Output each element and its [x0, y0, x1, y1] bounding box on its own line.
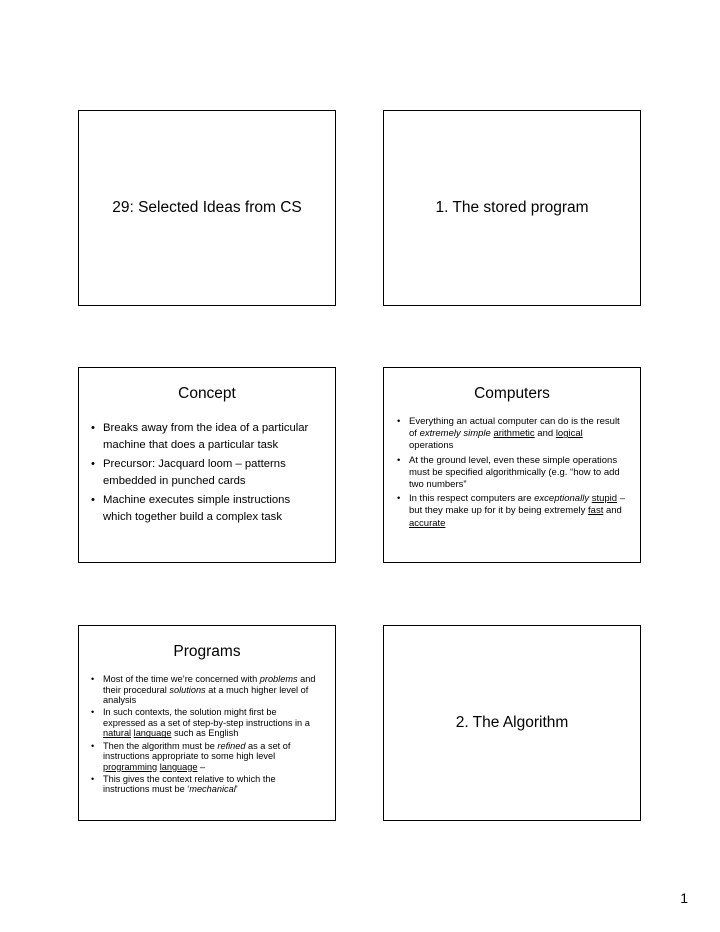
slide-2 [383, 110, 641, 306]
page-number: 1 [680, 890, 688, 906]
list-item: • Precursor: Jacquard loom – patterns embedded in punched cards [103, 456, 317, 490]
list-item: • Most of the time we’re concerned with problems and their procedural solutions at a much higher level of analysis [103, 674, 321, 706]
list-item: • In such contexts, the solution might first be expressed as a set of step-by-step instructions in a natural language such as English [103, 707, 321, 739]
slide-3-bullets [103, 420, 317, 528]
slide-6 [383, 625, 641, 821]
slide-5-bullets [103, 674, 321, 797]
list-item: • Breaks away from the idea of a particular machine that does a particular task [103, 420, 317, 454]
list-item: • This gives the context relative to which the instructions must be ‘mechanical’ [103, 774, 321, 795]
slide-1-title: 29: Selected Ideas from CS [112, 199, 302, 216]
list-item: • Then the algorithm must be refined as a set of instructions appropriate to some high level programming language – [103, 741, 321, 773]
slide-4-bullets [409, 416, 626, 532]
slide-5 [78, 625, 336, 821]
slide-4-title: Computers [474, 385, 550, 402]
slide-2-title: 1. The stored program [435, 199, 589, 216]
slide-1 [78, 110, 336, 306]
list-item: • Machine executes simple instructions which together build a complex task [103, 492, 317, 526]
list-item: • At the ground level, even these simple operations must be specified algorithmically (e.g. “how to add two numbers” [409, 455, 626, 492]
slide-3-title: Concept [178, 385, 236, 402]
slide-6-title: 2. The Algorithm [455, 714, 569, 731]
slide-3 [78, 367, 336, 563]
list-item: • In this respect computers are exceptionally stupid – but they make up for it by being extremely fast and accurate [409, 493, 626, 530]
slide-4 [383, 367, 641, 563]
list-item: • Everything an actual computer can do is the result of extremely simple arithmetic and logical operations [409, 416, 626, 453]
slide-5-title: Programs [173, 643, 241, 660]
